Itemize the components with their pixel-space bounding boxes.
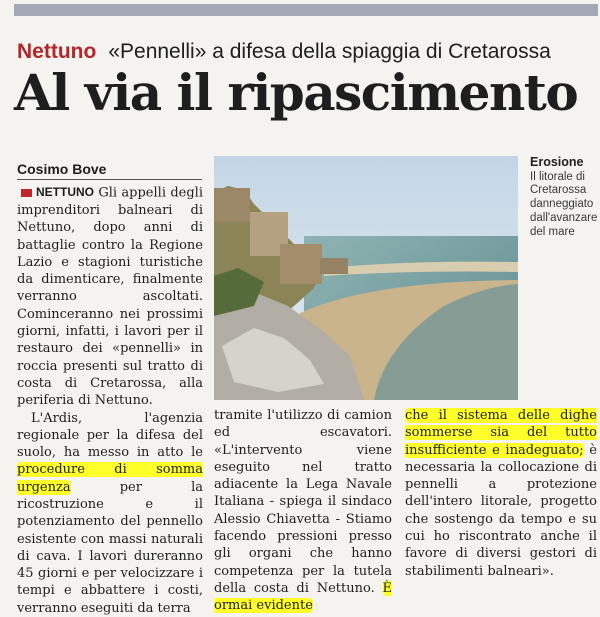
kicker-place: Nettuno: [17, 40, 96, 63]
paragraph-3-text: tramite l'utilizzo di camion ed escavatori. «L'intervento viene eseguito nel tratto adiacente la Lega Navale Italiana - spiega il sindaco Alessio Chiavetta - Stiamo facendo pressioni presso gli organi che hanno competenza per la tutela della costa di Nettuno.: [214, 408, 392, 596]
header-rule: [14, 4, 598, 16]
highlight-procedure: procedure di somma urgenza: [17, 462, 203, 494]
headline: Al via il ripascimento: [14, 68, 577, 118]
photo-building: [214, 188, 250, 222]
dateline-text: NETTUNO: [36, 184, 94, 201]
photo-tower: [280, 244, 322, 284]
paragraph-4: [405, 407, 597, 580]
coast-photo: [214, 156, 518, 400]
kicker: [17, 40, 551, 64]
kicker-text: «Pennelli» a difesa della spiaggia di Cretarossa: [108, 40, 550, 63]
caption-title: Erosione: [530, 156, 598, 170]
paragraph-3: [214, 407, 392, 615]
paragraph-2-text-b: per la ricostruzione e il potenziamento del pennello esistente con massi naturali di cava. I lavori dureranno 45 giorni e per velocizzare i tempi e abbattere i costi, verranno eseguiti da terra: [17, 480, 203, 616]
paragraph-2-text-a: L'Ardis, l'agenzia regionale per la difesa del suolo, ha messo in atto le: [17, 411, 203, 461]
article-column-2: [214, 407, 392, 615]
paragraph-4-text: è necessaria la collocazione di pennelli a protezione dell'intero litorale, progetto che sostengo da tempo e su cui ho riscontrato anche il favore di diversi gestori di stabilimenti balneari».: [405, 443, 597, 579]
article-column-1: [17, 184, 203, 617]
dateline: [17, 184, 94, 201]
dateline-marker: [21, 189, 32, 197]
byline: Cosimo Bove: [17, 161, 202, 180]
highlight-dighe: che il sistema delle dighe sommerse sia del tutto insufficiente e inadeguato;: [405, 408, 597, 458]
caption-text: Il litorale di Cretarossa danneggiato dall'avanzare del mare: [530, 171, 598, 240]
photo-caption: [530, 156, 598, 239]
highlight-evidente: È ormai evidente: [214, 581, 392, 613]
paragraph-1-text: Gli appelli degli imprenditori balneari di Nettuno, dopo anni di battaglie contro la Regione Lazio e stagioni turistiche da dimenticare, finalmente verranno ascoltati. Cominceranno nei prossimi giorni, infatti, i lavori per il restauro dei «pennelli» in roccia presenti sul tratto di costa di Cretarossa, alla periferia di Nettuno.: [17, 186, 203, 409]
article-column-3: [405, 407, 597, 580]
paragraph-1: [17, 184, 203, 410]
paragraph-2: [17, 410, 203, 617]
photo-building: [320, 258, 348, 274]
